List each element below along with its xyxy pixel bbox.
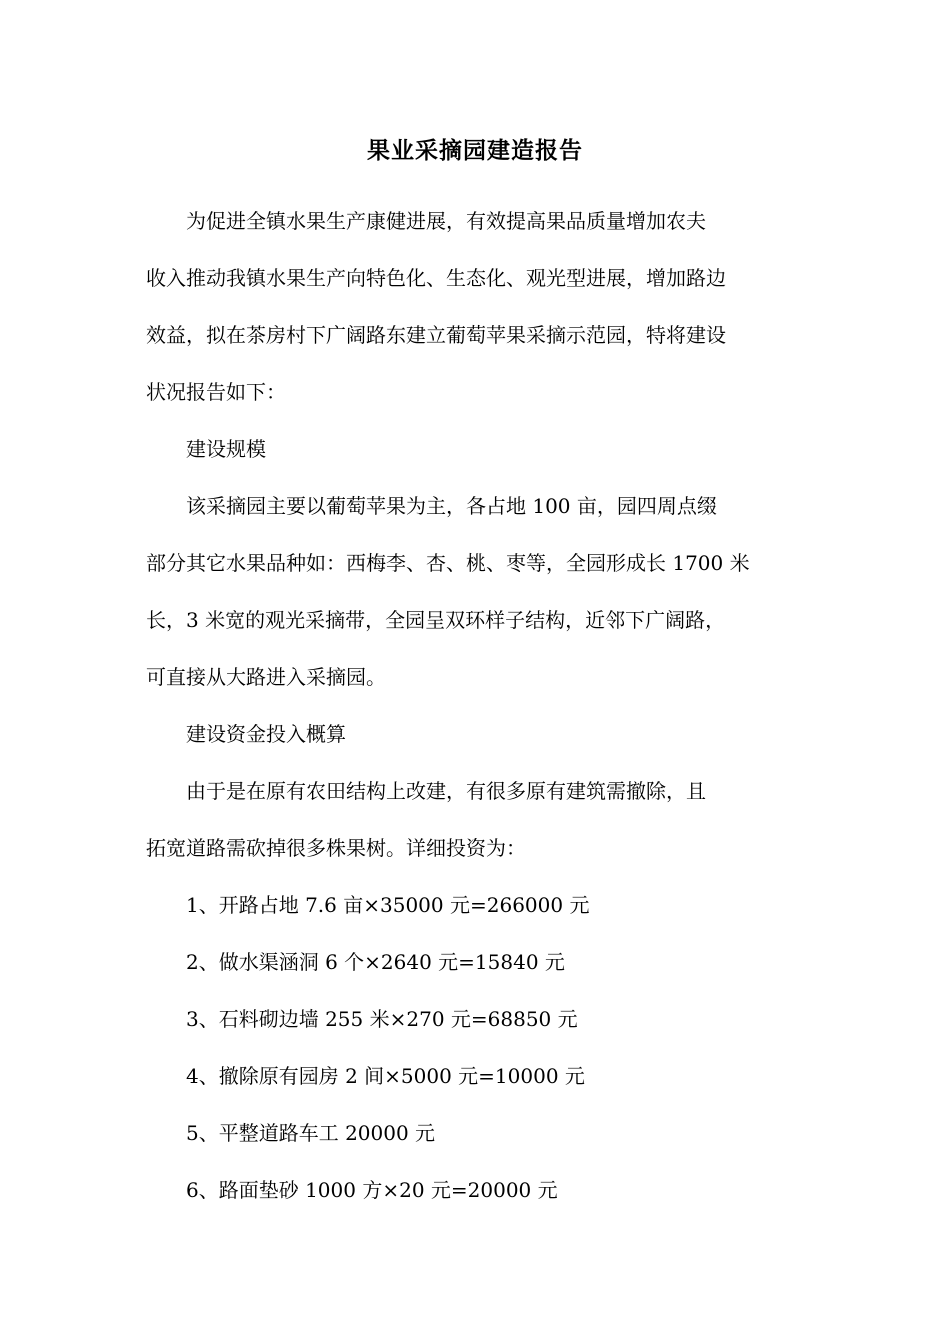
page-title: 果业采摘园建造报告	[367, 138, 583, 164]
scale-line: 该采摘园主要以葡萄苹果为主，各占地 100 亩，园四周点缀	[186, 494, 717, 518]
budget-line: 拓宽道路需砍掉很多株果树。详细投资为：	[146, 836, 526, 860]
intro-line: 收入推动我镇水果生产向特色化、生态化、观光型进展，增加路边	[146, 266, 726, 290]
intro-line: 状况报告如下：	[146, 380, 286, 404]
scale-line: 可直接从大路进入采摘园。	[146, 665, 386, 689]
intro-line: 为促进全镇水果生产康健进展，有效提高果品质量增加农夫	[186, 209, 706, 233]
scale-line: 部分其它水果品种如：西梅李、杏、桃、枣等，全园形成长 1700 米	[146, 551, 750, 575]
intro-line: 效益，拟在茶房村下广阔路东建立葡萄苹果采摘示范园，特将建设	[146, 323, 726, 347]
document-body	[146, 193, 806, 1219]
budget-item: 5、平整道路车工 20000 元	[186, 1121, 436, 1145]
budget-item: 4、撤除原有园房 2 间×5000 元=10000 元	[186, 1064, 585, 1088]
budget-item: 1、开路占地 7.6 亩×35000 元=266000 元	[186, 893, 590, 917]
budget-item: 6、路面垫砂 1000 方×20 元=20000 元	[186, 1178, 558, 1202]
budget-item: 3、石料砌边墙 255 米×270 元=68850 元	[186, 1007, 578, 1031]
budget-line: 由于是在原有农田结构上改建，有很多原有建筑需撤除，且	[186, 779, 706, 803]
section-heading-scale: 建设规模	[186, 437, 266, 461]
section-heading-budget: 建设资金投入概算	[186, 722, 346, 746]
budget-item: 2、做水渠涵洞 6 个×2640 元=15840 元	[186, 950, 565, 974]
scale-line: 长，3 米宽的观光采摘带，全园呈双环样子结构，近邻下广阔路，	[146, 608, 726, 632]
